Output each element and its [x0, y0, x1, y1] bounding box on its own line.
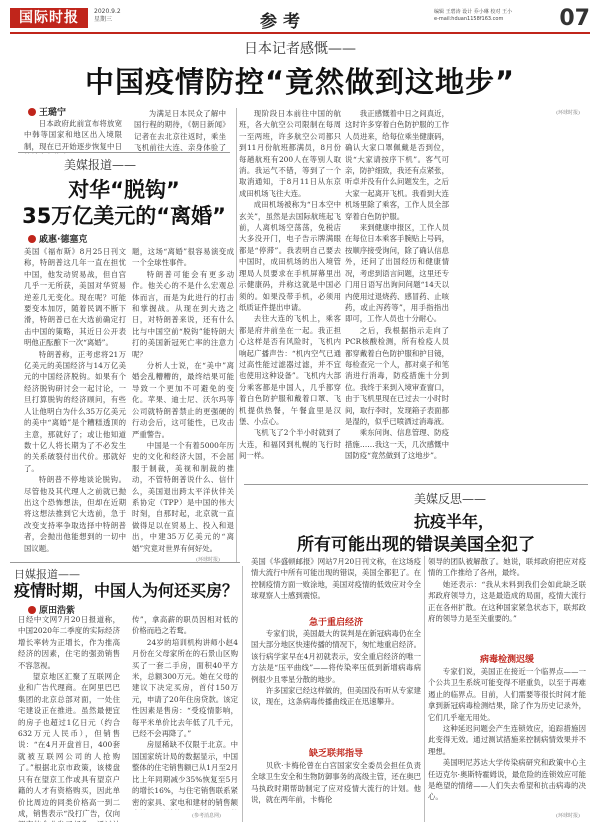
- paragraph: 这种延迟问题会产生连锁效应，追踪措施因此变得无效。通过测试措施来控制病情效果并不理想。: [428, 724, 586, 756]
- paragraph: 专家们说，美国最大的误判是在新冠病毒仍在全国大部分地区快速传播的情况下，匆忙地重启经济。该行病学家早在4月初就表示，安全重启经济的唯一方法是“压平曲线”——将传染率压低到新增病毒病例很少且零星分散的地步。: [251, 629, 421, 684]
- paragraph: 日本政府此前宣布将放宽中韩等国家和地区出入境限制，现在已开始逐步恢复中日: [24, 119, 122, 151]
- paragraph: 来到健康申报区，工作人员在每位日本乘客手腕贴上号码，按顺序接受询问，除了确认信息外，还问了出国经历和健康情况，考虑到语言问题，这里还专门用日语写出询问问题“14天以内使用过退烧药、感冒药、止咳药，或止泻药等”，用手指指出即可，工作人员也十分耐心。: [345, 223, 449, 324]
- byline-text: 王璐宁: [39, 108, 67, 118]
- page-number: 07: [559, 6, 590, 31]
- paragraph: 去往大连的飞机上，乘客都是府井前坐在一起。我正担心这样是否有风险时，飞机内响起广播声告：“机内空气已通过高性能过滤器过滤，并不宜也使用这种设备”。飞机内大部分乘客都是中国人，几乎都穿着白色防护服和戴着口罩、飞机提供热餐，午餐盒里是汉堡、小点心。: [239, 314, 341, 426]
- section-title: 参考: [260, 12, 306, 32]
- paragraph: 望京地区汇聚了互联网企业和广告代理商。在阿里巴巴集团的北京总部对面，一处住宅建设正在推进。虽然最便宜的房子也超过1亿日元（约合632万元人民币），但销售说：“在4月开盘首日，400套就被互联网公司的人抢购了。”根据北京市政策，该楼盘只有在望京工作或具有望京户籍的人才有资格购买，因此单价比周边的同类价格高一到二成，销售表示“没打广告，仅向: [18, 672, 120, 818]
- article3-subhead-a: 急于重启经济: [308, 618, 363, 628]
- paragraph: 题，这场“离婚”很容易演变成一个全球性事件。: [132, 247, 234, 268]
- paragraph: 之后，我根据指示走向了PCR核酸检测，所有检疫人员都穿戴着白色防护服和护目镜，每检查完一个人，都对桌子和笔消进行消毒，防疫措施十分到位。我终于来到入境审查窗口，由于飞机里现在已过去一小时时间，取行李时，发现箱子表面都是湿的，似乎已喷洒过消毒液。: [345, 325, 449, 426]
- paragraph: 分析人士说，在“美中”离婚会乱糟糟的，最终结果可能导致一个更加不可避免的变化。苹果、迪士尼、沃尔玛等公司就特朗普禁止的更强硬的行动会后，这可能性，已攻击严重警告。: [132, 361, 234, 439]
- article3-subhead-c: 病毒检测迟缓: [479, 655, 534, 665]
- paragraph: 美国《华盛顿邮报》网站7月20日刊文称，在这场疫情大流行中所有可能出现的错误，美国全都犯了。在控制疫情方面一败涂地，美国对疫情的低效应对令全球观察人士感到震惊。: [251, 557, 421, 601]
- byline-icon: [28, 606, 36, 614]
- article3-kicker: 美媒反思——: [414, 492, 487, 506]
- paragraph: 传”，拿高薪的职员因相对低的价格而趋之若鹜。: [132, 615, 238, 636]
- editor-credits: [434, 9, 564, 23]
- divider: [244, 484, 588, 485]
- article4-headline: 疫情时期，中国人为何还买房？: [14, 581, 239, 600]
- byline-icon: [28, 108, 36, 116]
- paragraph: 领导的团队被解散了。她说，联邦政府把应对疫情的工作推给了各州，最终。: [428, 557, 586, 578]
- article1-col5: [455, 108, 580, 484]
- paragraph: 中国是一个有着5000年历史的文化和经济大国，不会屈服于制裁，美视和制裁的推动，不管特朗普说什么、信什么，美国退出跨太平洋伙伴关系协定（TPP）是中国的伟大时刻，自那时起，北京就一直做得足以在贸易上、投入和退出，中建35万亿美元的“离婚”究竟对世界有何好处。: [132, 440, 234, 552]
- article3-headline-2: 所有可能出现的错误美国全犯了: [297, 535, 535, 555]
- article4-col2: [132, 614, 238, 810]
- paragraph: 特朗普称，正考虑将21万亿美元的美国经济与14万亿美元的中国经济脱钩。如果有个经济脱钩研讨会一起讨论，一旦打算脱钩的经济顾问，有些人让他明白为什么35万亿美元的美中“离婚”是个糟糕透顶的主意，那就好了；或让他知道数十亿人将长期为了不必发生的关系破裂付出代价。那就好了。: [24, 349, 126, 473]
- paragraph: 美国《福布斯》8月25日刊文称，特朗普这几年一直在担忧中国，他发动贸易战，但自宫几乎一无所获，美国对华贸易逆差几无变化。现在呢？可能要变本加厉，随着民调不断下滑，特朗普已在大选前确定打击中国的策略，其近日公开表明他正酝酿下一次“离婚”。: [24, 247, 126, 348]
- paragraph: 成田机场被称为“日本空中玄关”，虽然是去国际航班起飞前，人离机场空荡荡，免税店大多没开门，电子告示牌满眼都是“停滞”。我表明自己要去中国时，成田机场的出入境管理局人员要求在手机屏幕里出示健康码，并称这就是中国必须的。如果没带手机，必须用纸质证件提出申请。: [239, 200, 341, 312]
- article1-byline: [28, 105, 66, 118]
- article2-col2: [132, 246, 234, 552]
- paragraph: 贝欣·卡梅伦曾在白宫国家安全委员会担任负责全球卫生安全和生物防御事务的高级主管，还在奥巴马执政时期帮助制定了应对疫情大流行的计划。他说，就在两年前，卡梅伦: [251, 761, 421, 805]
- article1-col2: [134, 108, 226, 152]
- article2-headline-2: 35万亿美元的“离婚”: [22, 204, 226, 228]
- article4-col1: [18, 614, 120, 822]
- column-divider: [242, 566, 243, 822]
- article3-col2b: [428, 666, 586, 810]
- article2-col1: [24, 246, 126, 552]
- article1-headline: 中国疫情防控“竟然做到这地步”: [84, 65, 516, 99]
- byline-icon: [28, 235, 36, 243]
- article1-kicker: 日本记者感慨——: [244, 41, 356, 57]
- byline-text: 戚惠·德塞克: [39, 235, 88, 245]
- article3-headline-1: 抗疫半年，: [413, 512, 494, 531]
- paragraph: 我正感慨着中日之间真近，这时许多穿着白色防护服的工作人员进来，给每位乘坐健康码，确认大家口罩佩戴是否到位，说“大家请按序下机”。客气可亲，防护细致，我还有点紧张，听卓并没有什么问题发生，之后大家一起离开飞机。我看到大连机场里除了乘客，工作人员全部穿着白色防护服。: [345, 109, 449, 221]
- paragraph: 特朗普不停地谈论脱钩。尽管他及其代理人之前就已抛出这个恐怖想法，但却在近期将这想法推到它大选前，急于改变支持率争取选择中特朗普者，会抛出他能想到的一切中国议题。: [24, 475, 126, 552]
- paragraph: 她还表示：“我从未料到我们会如此缺乏联邦政府领导力，这是最造成的局面，疫情大流行正在各州扩散。在这种国家紧急状态下，联邦政府的领导力是至关重要的。”: [428, 579, 586, 624]
- editors-text: 编辑 王碧涛 设计 乔小琳 校对 王小: [434, 9, 512, 15]
- article2-headline-1: 对华“脱钩”: [68, 178, 180, 202]
- email-text: e-mail:hduan1158f163.com: [434, 16, 504, 22]
- newspaper-logo: 国际时报: [10, 8, 88, 28]
- paragraph: 日经中文网7月20日报道称，中国2020年二季度的实际经济增长率转为正增长，作为推高经济的因素，住宅的强劲销售不容忽视。: [18, 615, 120, 670]
- issue-date: [94, 8, 121, 24]
- article1-col3: [239, 108, 341, 484]
- paragraph: 特朗普可能会有更多动作。他关心的不是什么宏观总体而言，而是为此进行的打击和掌握战。从现在到大选之日，对特朗普来说，还有什么比与中国空前“脱钩”能特朗大打的美国新冠死亡率的注意力呢？: [132, 269, 234, 359]
- date-text: 2020.9.2: [94, 8, 121, 15]
- article1-col1: [24, 118, 122, 154]
- paragraph: 24岁的培训机构讲师小赵4月份在父母家所在的石景山区购买了一套二手房，面积40平方米，总额300万元。她在父母的建议下决定买房，首付150万元，申请了20年住房贷款。该定性因素是售房：“受疫情影响，每平米单价比去年低了几千元，已经不会再降了。”: [132, 637, 238, 739]
- article3-col1b: [251, 628, 421, 742]
- source-credit: (环球时报): [556, 110, 580, 116]
- article3-col1c: [251, 760, 421, 822]
- article2-source: (环球时报): [196, 557, 220, 563]
- paragraph: 房屋稀缺不仅限于北京。中国国家统计局的数据显示，中国整体的住宅销售额已从1月至2月比上年同期减少35%恢复至5月的增长16%，与住宅销售联系紧密的家具、家电和建材的销售额: [132, 740, 238, 807]
- article3-subhead-b: 缺乏联邦指导: [308, 749, 363, 759]
- paragraph: 飞机飞了2个半小时就到了大连，和福冈到札幌的飞行时间一样。: [239, 428, 341, 461]
- masthead: [10, 6, 590, 32]
- article2-byline: [28, 232, 87, 245]
- article2-kicker: 美媒报道——: [64, 158, 137, 172]
- article4-kicker: 日媒报道——: [14, 568, 80, 581]
- masthead-rule: [10, 32, 590, 34]
- paragraph: 专家们说，美国正在接近一个临界点——一个公共卫生系统可能变得不堪重负，以至于再难遏止的临界点。目前，人们需要等很长时间才能拿到新冠病毒检测结果，除了作为历史记录外，它们几乎毫无用处。: [428, 667, 586, 722]
- article3-col2: [428, 556, 586, 650]
- column-divider: [236, 108, 237, 562]
- paragraph: 许多国家已经这样做的，但美国没有听从专家建议，现在，这条病毒传播曲线正在迅速攀升。: [251, 686, 421, 707]
- paragraph: 现阶段日本前往中国的航班，各大航空公司限制在每周一至两班，许多航空公司都只到11月份航班都满员，8月份每趟航班有200人在等别人取消。我运气不错，等到了一个取消通知，于8月11日从东京成田机场飞往大连。: [239, 109, 341, 198]
- paragraph: 美国明尼苏达大学传染病研究和政策中心主任迈克尔·奥斯特霍姆说，最危险的连锁效应可能是绝望的情绪——人们失去希望和抗击病毒的决心。: [428, 758, 586, 802]
- paragraph: 乘东问询、信息管理、防疫措施……我这一天，几次感慨中国防疫“竟然做到了这地步”。: [345, 428, 449, 461]
- weekday-text: 星期三: [94, 16, 113, 23]
- divider: [10, 562, 240, 563]
- article1-col4: [345, 108, 449, 484]
- byline-text: 原田浩紫: [39, 606, 76, 616]
- divider: [18, 152, 230, 153]
- column-divider: [424, 556, 425, 822]
- article3-col1: [251, 556, 421, 612]
- article4-source: (参考消息网): [192, 813, 221, 819]
- paragraph: 为满足日本民众了解中国行程的期待，《朝日新闻》记者在去北京往返时，乘坐飞机前往大连、亲身体验了: [134, 109, 226, 152]
- article3-source: (环球时报): [556, 813, 580, 819]
